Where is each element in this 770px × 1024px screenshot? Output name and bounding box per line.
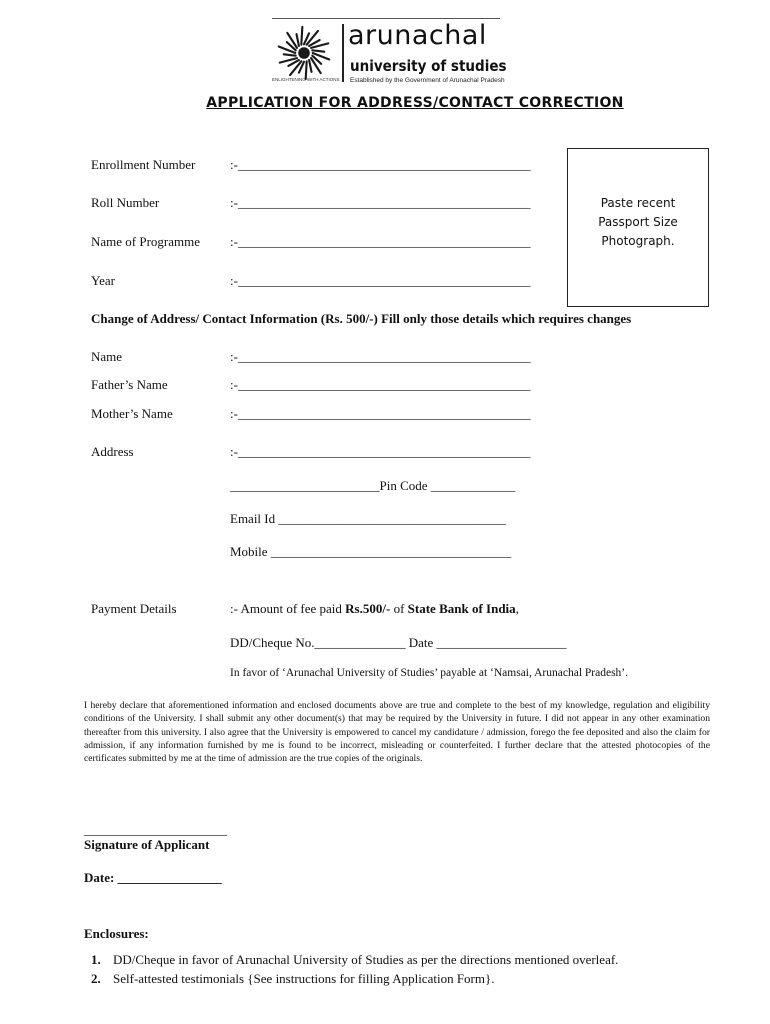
signature-line[interactable]: ______________________ bbox=[84, 822, 227, 837]
name-field[interactable]: :-_____________________________________________ bbox=[230, 349, 531, 364]
mobile-field[interactable]: Mobile _____________________________________ bbox=[230, 544, 512, 559]
address-field[interactable]: :-_____________________________________________ bbox=[230, 444, 531, 459]
enclosure-text: Self-attested testimonials {See instructions for filling Application Form}. bbox=[113, 971, 495, 986]
change-section-heading: Change of Address/ Contact Information (Rs. 500/-) Fill only those details which requires changes bbox=[91, 311, 632, 326]
payment-details-label: Payment Details bbox=[91, 601, 177, 616]
pin-code-field[interactable]: _______________________Pin Code _____________ bbox=[230, 478, 516, 493]
mothers-name-label: Mother’s Name bbox=[91, 406, 173, 421]
enclosure-number: 2. bbox=[91, 971, 101, 986]
roll-number-field[interactable]: :-_____________________________________________ bbox=[230, 195, 531, 210]
payment-amount-line bbox=[230, 601, 519, 617]
payment-bank: State Bank of India bbox=[407, 601, 516, 616]
photo-line-1: Paste recent bbox=[600, 196, 676, 210]
declaration-text: I hereby declare that aforementioned information and enclosed documents above are true and complete to the best of my knowledge, regulation and eligibility conditions of the University. I shall submit any other document(s) that may be required by the University in future. I did not appear in any other examination thereafter from this university. I also agree that the University is empowered to cancel my candidature / admission, forego the fee deposited and also the claim for admission, if any information furnished by me is found to be incorrect, misleading or counterfeited. I further declare that the attested photocopies of the certificates submitted by me at the time of admission are the true copies of the originals. bbox=[84, 700, 710, 765]
photo-instructions bbox=[568, 194, 708, 251]
dd-cheque-field[interactable]: DD/Cheque No.______________ Date ____________________ bbox=[230, 635, 567, 650]
address-label: Address bbox=[91, 444, 134, 459]
fathers-name-field[interactable]: :-_____________________________________________ bbox=[230, 377, 531, 392]
signature-label: Signature of Applicant bbox=[84, 837, 210, 852]
fathers-name-label: Father’s Name bbox=[91, 377, 168, 392]
programme-field[interactable]: :-_____________________________________________ bbox=[230, 234, 531, 249]
payment-favor-note: In favor of ‘Arunachal University of Studies’ payable at ‘Namsai, Arunachal Pradesh’. bbox=[230, 667, 629, 679]
enrollment-number-field[interactable]: :-_____________________________________________ bbox=[230, 157, 531, 172]
mothers-name-field[interactable]: :-_____________________________________________ bbox=[230, 406, 531, 421]
logo-established: Established by the Government of Arunachal Pradesh bbox=[350, 77, 505, 84]
logo-motto: ENLIGHTENING WITH ACTIONS bbox=[272, 77, 340, 82]
logo-name: arunachal bbox=[348, 20, 487, 51]
payment-prefix: :- Amount of fee paid bbox=[230, 601, 346, 616]
logo-divider bbox=[342, 24, 344, 82]
enrollment-number-label: Enrollment Number bbox=[91, 157, 196, 172]
photo-line-2: Passport Size bbox=[598, 215, 678, 229]
payment-comma: , bbox=[515, 601, 519, 616]
enclosure-item bbox=[91, 971, 494, 987]
payment-of: of bbox=[390, 601, 408, 616]
enclosure-item bbox=[91, 952, 618, 968]
enclosures-heading: Enclosures: bbox=[84, 926, 149, 941]
enclosure-number: 1. bbox=[91, 952, 101, 967]
year-label: Year bbox=[91, 273, 115, 288]
logo-subtitle: university of studies bbox=[350, 57, 507, 75]
payment-amount: Rs.500/- bbox=[345, 601, 391, 616]
photo-line-3: Photograph. bbox=[601, 234, 675, 248]
logo-top-rule bbox=[272, 18, 500, 19]
year-field[interactable]: :-_____________________________________________ bbox=[230, 273, 531, 288]
enclosure-text: DD/Cheque in favor of Arunachal University of Studies as per the directions mentioned overleaf. bbox=[113, 952, 619, 967]
sun-logo-icon bbox=[275, 24, 333, 82]
page-title: APPLICATION FOR ADDRESS/CONTACT CORRECTION bbox=[206, 95, 624, 111]
programme-label: Name of Programme bbox=[91, 234, 201, 249]
name-label: Name bbox=[91, 349, 123, 364]
email-field[interactable]: Email Id ___________________________________ bbox=[230, 511, 506, 526]
roll-number-label: Roll Number bbox=[91, 195, 160, 210]
date-field[interactable]: Date: ________________ bbox=[84, 870, 222, 885]
photo-box[interactable] bbox=[567, 148, 709, 307]
